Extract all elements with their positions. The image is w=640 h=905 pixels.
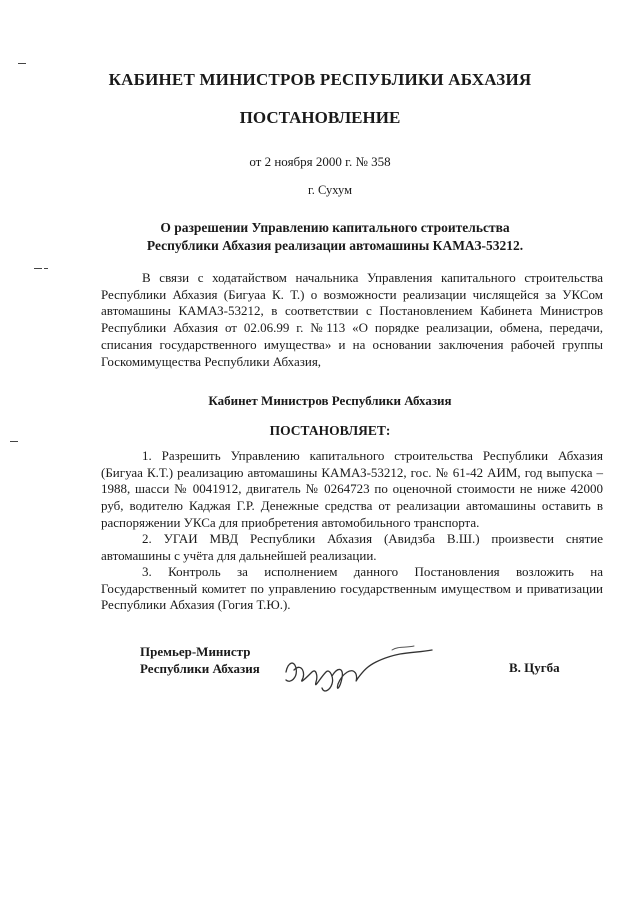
scan-mark <box>10 441 18 442</box>
point-1: 1. Разрешить Управлению капитального строительства Республики Абхазия (Бигуаа К.Т.) реализацию автомашины КАМАЗ-53212, гос. № 61-42 АИМ, год выпуска – 1988, шасси № 0041912, двигатель № 0264723 по оценочной стоимости не ниже 42000 руб, водителю Каджая Г.Р. Денежные средства от реализации автомашины оставить в распоряжении УКСа для приобретения автомобильного транспорта. <box>101 448 603 530</box>
document-type: ПОСТАНОВЛЕНИЕ <box>239 108 401 127</box>
signatory-title-line-2: Республики Абхазия <box>140 661 260 676</box>
signatory-title-line-1: Премьер-Министр <box>140 644 251 659</box>
scan-mark <box>18 63 26 64</box>
organization-title: КАБИНЕТ МИНИСТРОВ РЕСПУБЛИКИ АБХАЗИЯ <box>108 70 532 89</box>
city: г. Сухум <box>307 183 352 197</box>
point-2: 2. УГАИ МВД Республики Абхазия (Авидзба В.Ш.) произвести снятие автомашины с учёта для дальнейшей реализации. <box>101 531 603 563</box>
cabinet-heading: Кабинет Министров Республики Абхазия <box>208 393 452 408</box>
handwritten-signature <box>272 632 442 702</box>
scan-mark <box>34 268 42 269</box>
date-number: от 2 ноября 2000 г. № 358 <box>249 154 391 169</box>
scan-mark <box>44 268 48 269</box>
preamble-paragraph: В связи с ходатайством начальника Управления капитального строительства Республики Абхазия (Бигуаа К. Т.) о возможности реализации числящейся за УКСом автомашины КАМАЗ-53212, в соответствии с Постановлением Кабинета Министров Республики Абхазия от 02.06.99 г. №113 «О порядке реализации, обмена, передачи, списания государственного имущества» и на основании заключения рабочей группы Госкомимущества Республики Абхазия, <box>101 270 603 369</box>
subject-line-1: О разрешении Управлению капитального строительства <box>160 220 510 235</box>
resolves-heading: ПОСТАНОВЛЯЕТ: <box>269 423 391 438</box>
signatory-title <box>140 643 260 677</box>
document-subject <box>100 219 570 255</box>
subject-line-2: Республики Абхазия реализации автомашины КАМАЗ-53212. <box>146 238 524 253</box>
signatory-name: В. Цугба <box>509 660 560 675</box>
point-3: 3. Контроль за исполнением данного Постановления возложить на Государственный комитет по управлению государственным имуществом и приватизации Республики Абхазия (Гогия Т.Ю.). <box>101 564 603 613</box>
